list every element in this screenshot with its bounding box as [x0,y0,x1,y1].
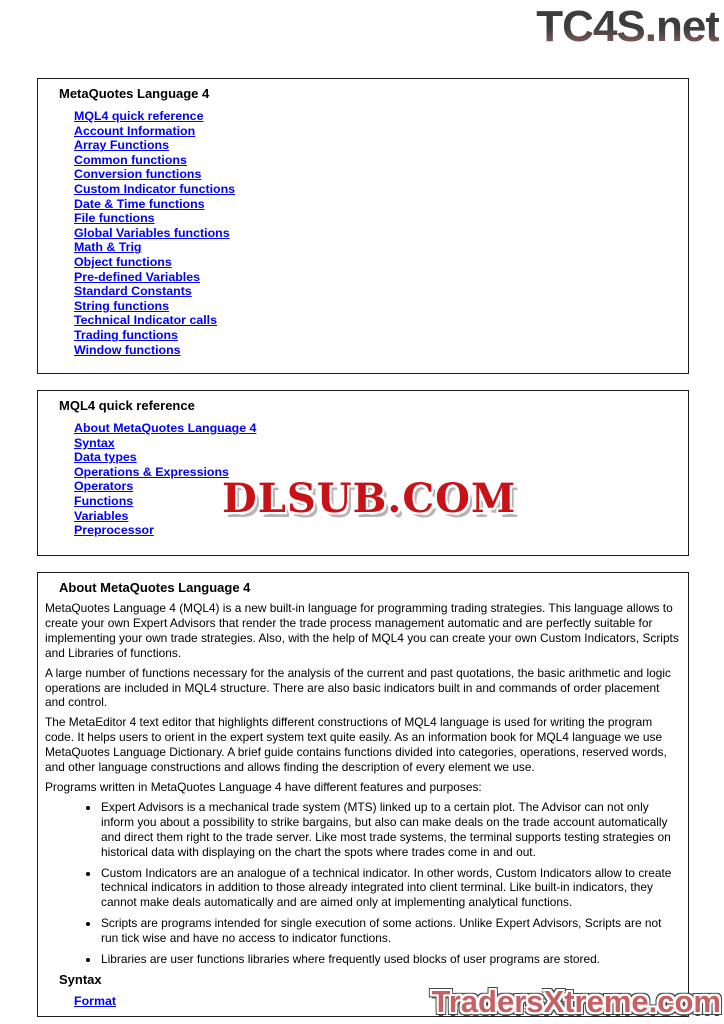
doc-link[interactable]: Math & Trig [74,240,142,255]
doc-link[interactable]: Array Functions [74,138,170,153]
bullet-item: • Libraries are user functions libraries where frequently used blocks of user programs are stored. [100,952,680,967]
doc-link[interactable]: Standard Constants [74,284,192,299]
doc-link[interactable]: Account Information [74,123,196,138]
doc-link[interactable]: About MetaQuotes Language 4 [74,421,257,435]
dlsub-watermark: DLSUB.COM [222,475,517,522]
mql4-index-panel [37,78,689,374]
about-body [38,595,688,1016]
syntax-heading: Syntax [59,971,102,987]
index-panel-title: MetaQuotes Language 4 [59,86,210,101]
bullet-item: • Expert Advisors is a mechanical trade system (MTS) linked up to a certain plot. The Advisor can not only inform you about a possibility to strike bargains, but also can make deals on the trade account automatically and direct them right to the trade server. Like most trade systems, the terminal supports testing strategies on historical data with displaying on the chart the spots where trades come in and out. [100,800,680,860]
doc-link[interactable]: Functions [74,493,134,508]
paragraph: A large number of functions necessary for the analysis of the current and past quotations, the basic arithmetic and logic operations are included in MQL4 structure. There are also basic indicators built in and commands of order placement and control. [45,665,671,710]
doc-link[interactable]: Common functions [74,152,187,167]
doc-link[interactable]: Operations & Expressions [74,464,229,479]
about-paragraphs [45,601,680,795]
doc-link[interactable]: Operators [74,479,134,494]
paragraph: Programs written in MetaQuotes Language 4 have different features and purposes: [45,779,482,794]
quick-reference-panel [37,390,689,556]
doc-link[interactable]: MQL4 quick reference [74,109,204,123]
doc-link[interactable]: Custom Indicator functions [74,181,236,196]
feature-bullet-list [45,800,680,967]
doc-link[interactable]: File functions [74,211,155,226]
doc-link[interactable]: Date & Time functions [74,196,205,211]
paragraph: MetaQuotes Language 4 (MQL4) is a new built-in language for programming trading strategies. This language allows to create your own Expert Advisors that render the trade process management automatic and are perfectly suitable for implementing your own trade strategies. Also, with the help of MQL4 you can create your own Custom Indicators, Scripts and Libraries of functions. [45,601,679,660]
doc-link[interactable]: String functions [74,298,169,313]
paragraph: The MetaEditor 4 text editor that highlights different constructions of MQL4 language is used for writing the program code. It helps users to orient in the expert system text quite easily. As an information book for MQL4 language we use MetaQuotes Language Dictionary. A brief guide contains functions divided into categories, operations, reserved words, and other language constructions and allows finding the description of every element we use. [45,715,667,775]
bullet-item: • Custom Indicators are an analogue of a technical indicator. In other words, Custom Indicators allow to create technical indicators in addition to those already integrated into client terminal. Like built-in indicators, they cannot make deals automatically and are aimed only at implementing analytical functions. [100,866,680,911]
tradersxtreme-logo: TradersXtreme.com [431,984,721,1019]
doc-link[interactable]: Preprocessor [74,523,154,538]
doc-link[interactable]: Object functions [74,254,172,269]
format-link[interactable]: Format [74,993,116,1008]
quickref-panel-title: MQL4 quick reference [59,398,195,413]
doc-link[interactable]: Global Variables functions [74,225,230,240]
index-link-list [74,109,688,357]
doc-link[interactable]: Trading functions [74,327,178,342]
doc-link[interactable]: Data types [74,450,137,465]
about-panel [37,572,689,1017]
doc-link[interactable]: Variables [74,508,129,523]
bullet-item: • Scripts are programs intended for single execution of some actions. Unlike Expert Advisors, Scripts are not run tick wise and have no access to indicator functions. [100,916,680,946]
doc-link[interactable]: Pre-defined Variables [74,269,201,284]
doc-link[interactable]: Conversion functions [74,167,202,182]
about-panel-title: About MetaQuotes Language 4 [59,580,251,595]
doc-link[interactable]: Technical Indicator calls [74,313,217,328]
tc4s-logo: TC4S.net [536,2,719,51]
doc-link[interactable]: Syntax [74,435,115,450]
doc-link[interactable]: Window functions [74,342,181,357]
